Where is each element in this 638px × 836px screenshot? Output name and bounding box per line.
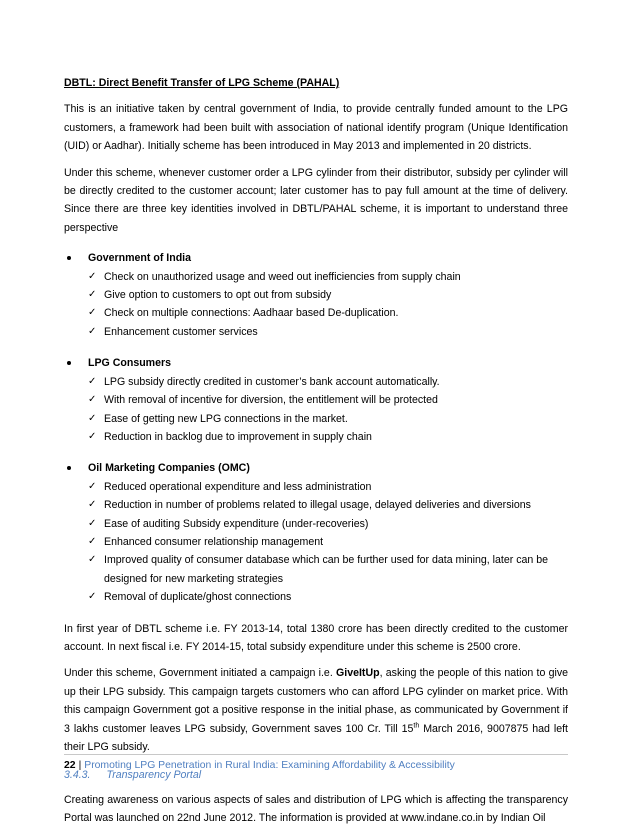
perspective-consumers [64, 354, 568, 446]
list-item: ✓ Reduction in backlog due to improvement in supply chain [88, 428, 568, 446]
checkmark-icon: ✓ [88, 289, 97, 301]
list-item: ✓ Enhanced consumer relationship management [88, 533, 568, 551]
group-title-consumers: LPG Consumers [64, 354, 568, 372]
checkmark-icon: ✓ [88, 480, 97, 492]
page-number: 22 [64, 760, 76, 771]
list-item: ✓ Enhancement customer services [88, 323, 568, 341]
campaign-name: GiveItUp [336, 667, 380, 680]
footer-title: Promoting LPG Penetration in Rural India: Examining Affordability & Accessibility [84, 760, 455, 771]
list-item: ✓ Reduction in number of problems related to illegal usage, delayed deliveries and diversions [88, 496, 568, 514]
checkmark-icon: ✓ [88, 554, 97, 566]
perspective-government [64, 249, 568, 341]
page-content [64, 74, 568, 836]
group-title-government: Government of India [64, 249, 568, 267]
list-item: ✓ LPG subsidy directly credited in customer’s bank account automatically. [88, 373, 568, 391]
page-footer [64, 754, 568, 771]
footer-separator: | [78, 760, 82, 771]
checkmark-icon: ✓ [88, 307, 97, 319]
checkmark-icon: ✓ [88, 270, 97, 282]
checkmark-icon: ✓ [88, 499, 97, 511]
checkmark-icon: ✓ [88, 430, 97, 442]
paragraph-scheme: Under this scheme, whenever customer order a LPG cylinder from their distributor, subsidy per cylinder will be directly credited to the customer account; later customer has to pay full amount at the time of delivery. Since there are three key identities involved in DBTL/PAHAL scheme, it is important to understand three perspective [64, 166, 568, 234]
checkmark-icon: ✓ [88, 535, 97, 547]
checkmark-icon: ✓ [88, 325, 97, 337]
list-item: ✓ Reduced operational expenditure and less administration [88, 478, 568, 496]
paragraph-giveitup: Under this scheme, Government initiated a campaign i.e. GiveItUp, asking the people of this nation to give up their LPG subsidy. This campaign targets customers who can afford LPG cylinder on market price. With this campaign Government got a positive response in the initial phase, as communicated by Government if 3 lakhs customer leaves LPG subsidy, Government saves 100 Cr. Till 15th March 2016, 9007875 had left their LPG subsidy. [64, 667, 569, 753]
list-item: ✓ Check on multiple connections: Aadhaar based De-duplication. [88, 304, 568, 322]
checklist-consumers [64, 373, 568, 447]
perspective-omc [64, 459, 568, 606]
checkmark-icon: ✓ [88, 517, 97, 529]
checkmark-icon: ✓ [88, 591, 97, 603]
checkmark-icon: ✓ [88, 375, 97, 387]
list-item: ✓ Improved quality of consumer database which can be further used for data mining, later can be designed for new marketing strategies [88, 551, 568, 588]
subsection-title: Transparency Portal [106, 769, 202, 782]
checklist-government [64, 268, 568, 342]
checkmark-icon: ✓ [88, 394, 97, 406]
checklist-omc [64, 478, 568, 607]
paragraph-intro: This is an initiative taken by central government of India, to provide centrally funded amount to the LPG customers, a framework had been built with association of national identify program (Unique Identification (UID) or Aadhar). Initially scheme has been introduced in May 2013 and implemented in 20 districts. [64, 103, 568, 153]
paragraph-transparency: Creating awareness on various aspects of sales and distribution of LPG which is affecting the transparency Portal was launched on 22nd June 2012. The information is provided at www.indane.co.in by Indian Oil [64, 793, 568, 825]
list-item: ✓ Ease of getting new LPG connections in the market. [88, 410, 568, 428]
checkmark-icon: ✓ [88, 412, 97, 424]
section-heading: DBTL: Direct Benefit Transfer of LPG Scheme (PAHAL) [64, 77, 340, 89]
list-item: ✓ Removal of duplicate/ghost connections [88, 588, 568, 606]
list-item: ✓ Check on unauthorized usage and weed out inefficiencies from supply chain [88, 268, 568, 286]
group-title-omc: Oil Marketing Companies (OMC) [64, 459, 568, 477]
list-item: ✓ With removal of incentive for diversion, the entitlement will be protected [88, 391, 568, 409]
list-item: ✓ Ease of auditing Subsidy expenditure (under-recoveries) [88, 515, 568, 533]
subsection-number: 3.4.3. [64, 769, 91, 782]
paragraph-first-year: In first year of DBTL scheme i.e. FY 2013-14, total 1380 crore has been directly credited to the customer account. In next fiscal i.e. FY 2014-15, total subsidy expenditure under this scheme is 2500 crore. [64, 622, 568, 653]
list-item: ✓ Give option to customers to opt out from subsidy [88, 286, 568, 304]
